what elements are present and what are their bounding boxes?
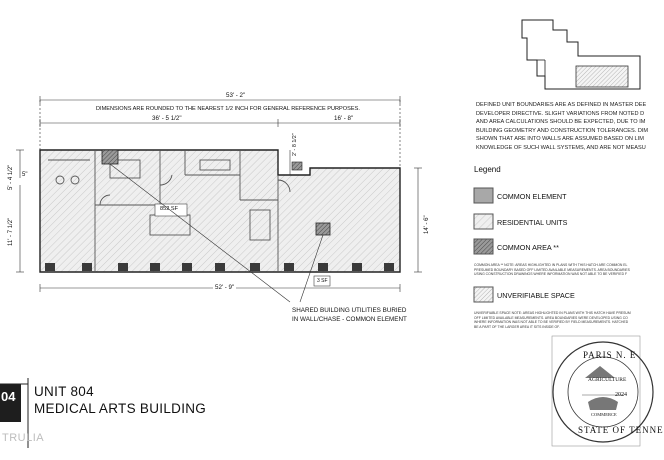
note-line: WHERE INFORMATION WAS NOT ABLE TO BE VERIFIED BY FIELD MEASUREMENTS. HATCHED [474,320,629,325]
note-line: USING CONSTRUCTION DRAWINGS WHERE INFORMATION WAS NOT ABLE TO BE VERIFIED F [474,272,628,277]
callout-line-1: SHARED BUILDING UTILITIES BURIED [292,307,407,314]
note-line: UNVERIFIABLE SPACE NOTE: AREAS HIGHLIGHTED IN PLANS WITH THIS HATCH HAVE PRESUM [474,311,631,315]
note-line: KNOWLEDGE OF SUCH WALL SYSTEMS, AND ARE NOT MEASU [476,144,646,151]
seal-top-text: PARIS N. E [583,350,637,360]
unit-footprint [40,150,400,286]
legend-swatch-common-area [474,239,493,254]
legend-swatch-residential [474,214,493,229]
unverifiable-note [474,311,631,329]
legend-title: Legend [474,165,501,174]
dim-left-tick: 5" [22,172,28,178]
dim-small-vertical: 2' - 8 1/2" [292,133,298,156]
note-line: BUILDING GEOMETRY AND CONSTRUCTION TOLERANCES. DIM [476,127,649,134]
key-plan [520,18,640,90]
dim-bottom-width: 52' - 9" [215,284,235,291]
dim-left-upper: 5' - 4 1/2" [8,164,14,190]
common-area-note [474,263,630,277]
dim-right-segment: 16' - 8" [334,115,354,122]
small-area-label: 3 SF [317,278,328,284]
note-line: PRESUMED BOUNDARY BASED OFF LIMITED AVAILABLE MEASUREMENTS. AREA BOUNDARIES [474,267,630,272]
legend-label-unverifiable: UNVERIFIABLE SPACE [497,291,575,300]
legend-swatch-unverifiable [474,287,493,302]
callout-line-2: IN WALL/CHASE - COMMON ELEMENT [292,316,407,323]
note-line: COMMON AREA ** NOTE: AREAS HIGHLIGHTED IN PLANS WITH THIS HATCH ARE COMMON EL [474,263,628,267]
sheet-number: 04 [1,389,16,404]
note-line: AND AREA CALCULATIONS SHOULD BE EXPECTED, DUE TO IM [476,119,646,126]
seal-year: 2024 [615,392,627,398]
dim-right-height: 14' - 6" [424,215,430,234]
note-line: DEFINED UNIT BOUNDARIES ARE AS DEFINED IN MASTER DEE [476,102,647,108]
seal-commerce-text: COMMERCE [591,412,617,417]
seal-bottom-text: STATE OF TENNE [578,425,664,435]
legend-label-common-area: COMMON AREA ** [497,243,559,252]
seal-middle-text: AGRICULTURE [588,377,627,383]
legend-swatch-common-element [474,188,493,203]
unit-area-label: 852 SF [160,206,179,212]
utilities-callout [292,306,407,324]
building-title: MEDICAL ARTS BUILDING [34,401,207,416]
legend-label-common-element: COMMON ELEMENT [497,192,567,201]
dim-left-lower: 11' - 7 1/2" [8,217,14,246]
dim-note: DIMENSIONS ARE ROUNDED TO THE NEAREST 1/2 INCH FOR GENERAL REFERENCE PURPOSES. [96,106,360,112]
note-line: OFF LIMITED AVAILABLE MEASUREMENTS. AREA BOUNDARIES WERE DEVELOPED USING CO [474,315,628,320]
utility-chase-right [316,223,330,235]
dim-left-segment: 36' - 5 1/2" [152,115,182,122]
note-line: DEVELOPER DIRECTIVE. SLIGHT VARIATIONS FROM NOTED D [476,110,645,117]
dim-total-width: 53' - 2" [226,92,246,99]
unit-title: UNIT 804 [34,384,94,399]
utility-chase-left [102,150,118,164]
legend-label-residential: RESIDENTIAL UNITS [497,218,568,227]
trulia-watermark: TRULIA [2,432,45,444]
note-line: BE A PART OF THE LARGER AREA IT SITS INSIDE OF. [474,324,560,329]
boundary-notes [476,101,648,153]
note-line: SHOWN THAT ARE INTO WALLS ARE ASSUMED BASED ON LIM [476,136,644,143]
